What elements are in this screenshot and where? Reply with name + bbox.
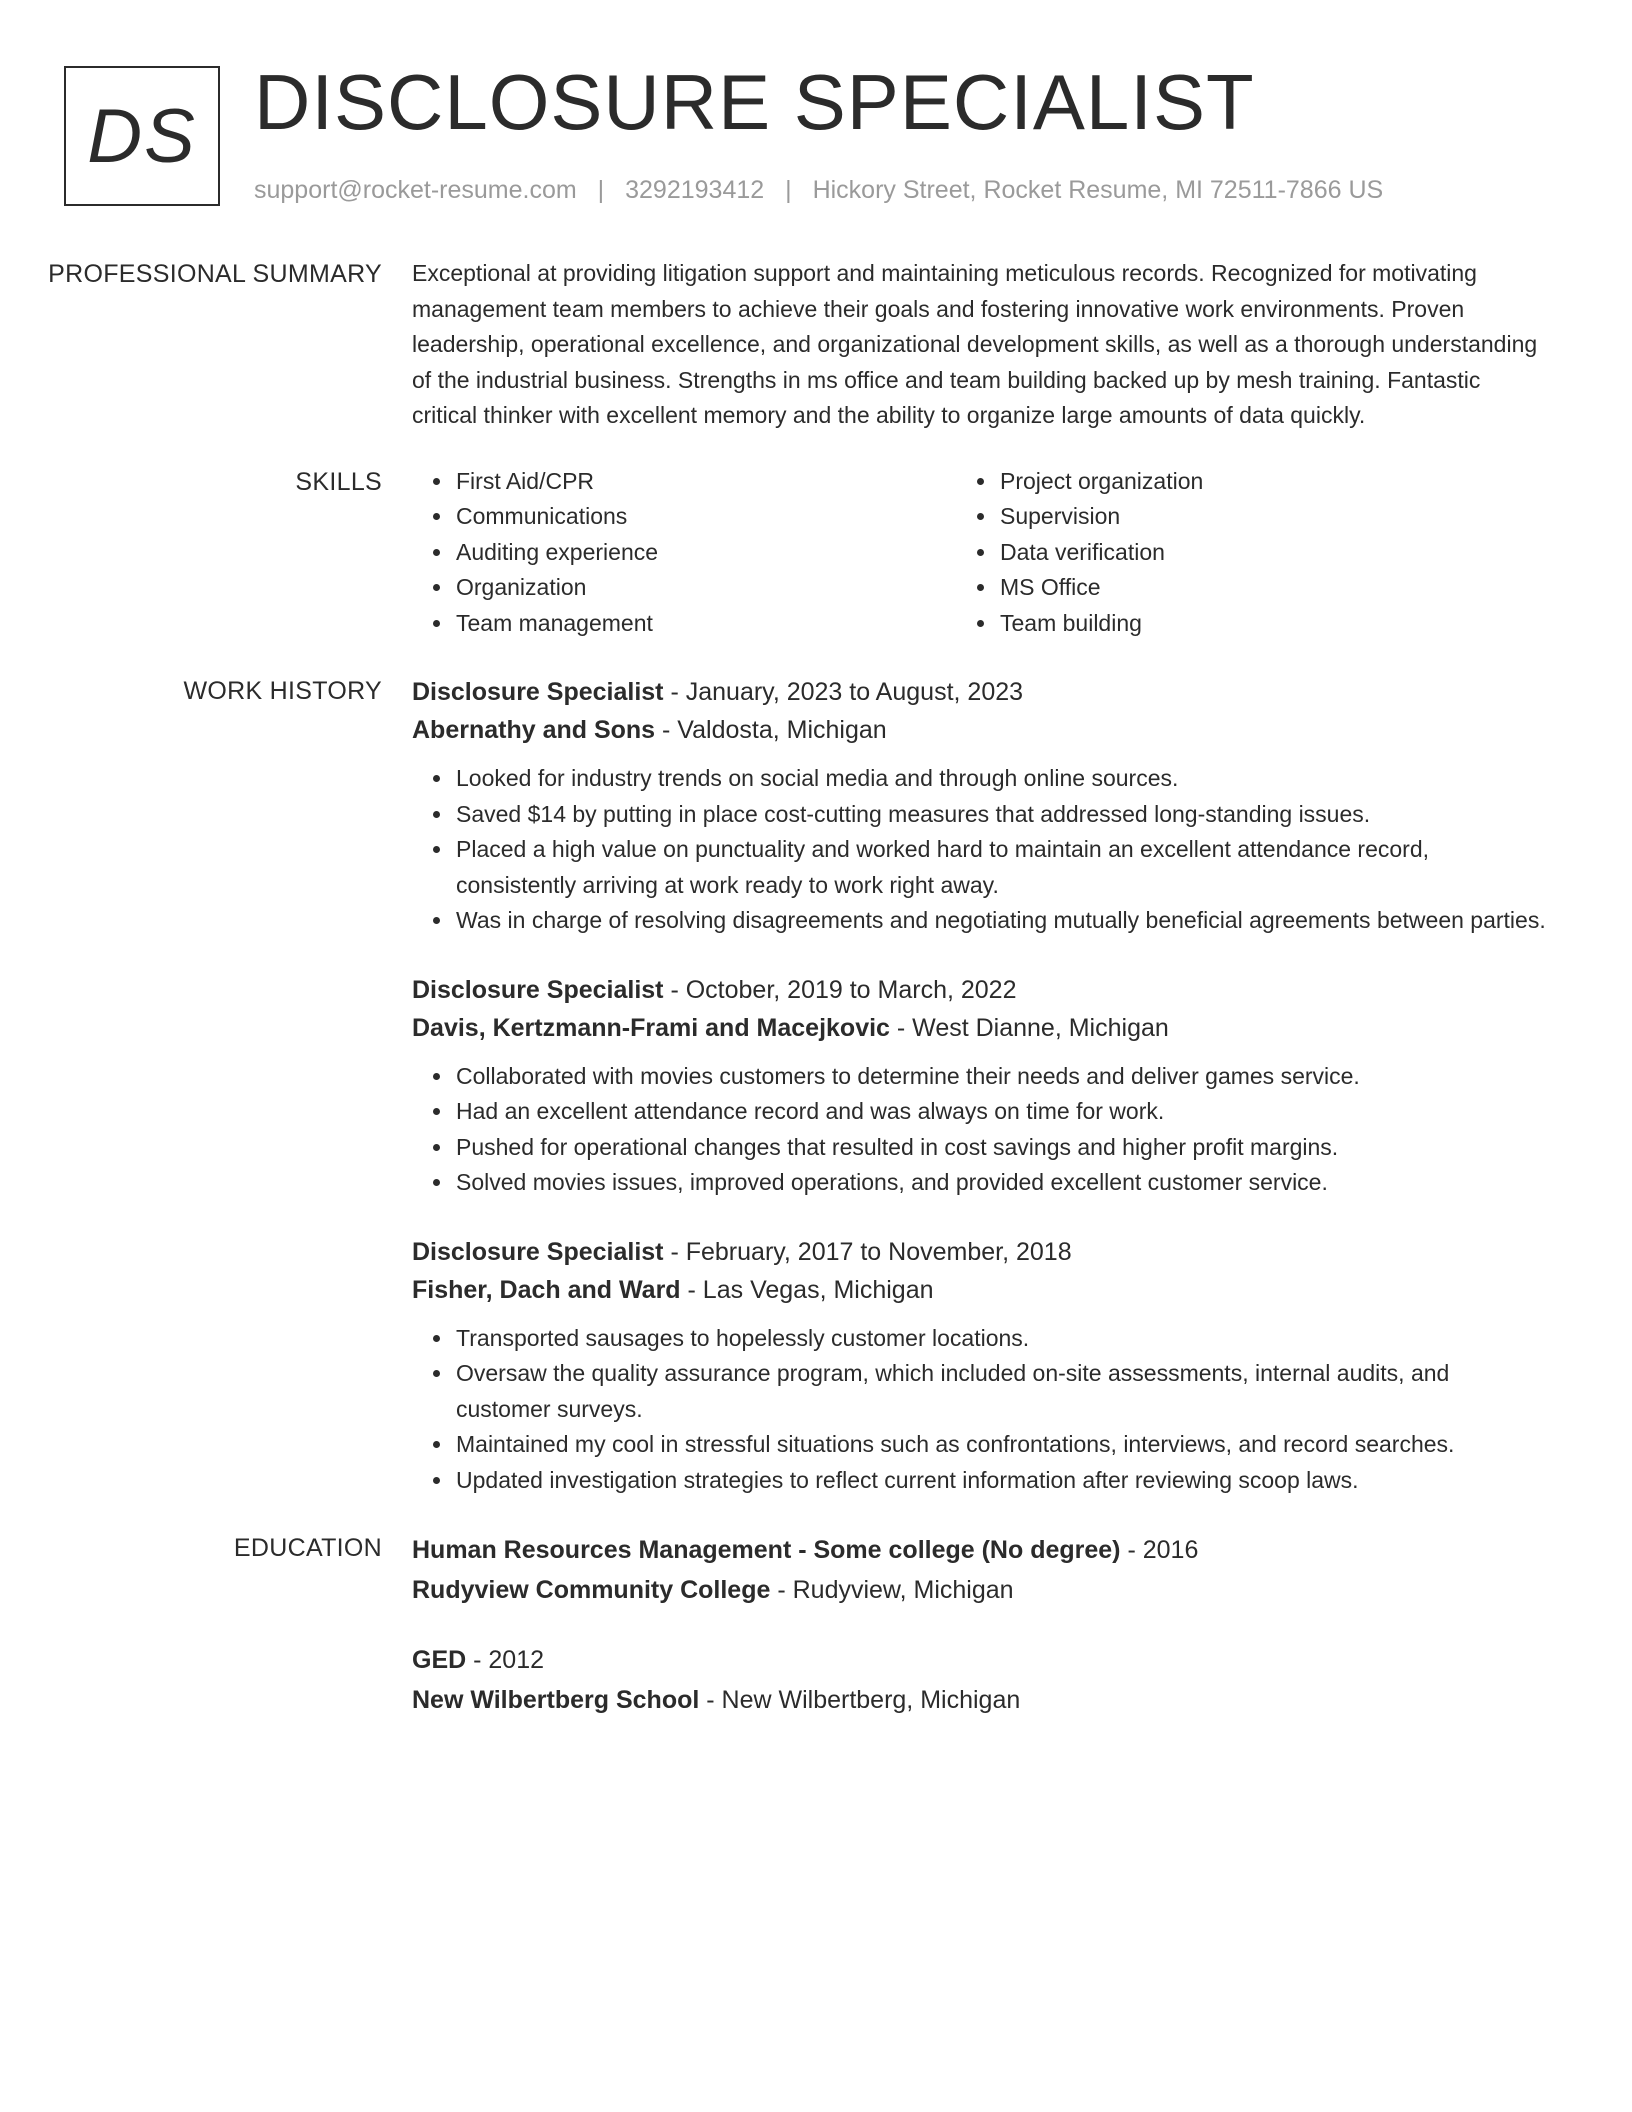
- job-location: - Las Vegas, Michigan: [680, 1275, 934, 1304]
- education-school: New Wilbertberg School: [412, 1686, 700, 1714]
- job-duty: • Solved movies issues, improved operations, and provided excellent customer service.: [454, 1165, 1548, 1201]
- skills-grid: [412, 464, 1548, 642]
- job-entry: [412, 971, 1548, 1201]
- skills-section: [0, 464, 1632, 642]
- job-company: Fisher, Dach and Ward: [412, 1275, 681, 1304]
- job-duty: • Looked for industry trends on social media and through online sources.: [454, 761, 1548, 797]
- job-duty: • Was in charge of resolving disagreements and negotiating mutually beneficial agreements between parties.: [454, 903, 1548, 939]
- education-year: - 2012: [466, 1646, 545, 1674]
- job-company-line: [412, 711, 1548, 749]
- resume-content: [0, 256, 1632, 1750]
- monogram-badge: [64, 66, 220, 206]
- job-duty: • Oversaw the quality assurance program, which included on-site assessments, internal audits, and customer surveys.: [454, 1356, 1548, 1427]
- education-degree-line: [412, 1640, 1548, 1680]
- work-history-section: [0, 673, 1632, 1498]
- section-label-work-history: WORK HISTORY: [183, 677, 382, 705]
- job-duty: • Pushed for operational changes that resulted in cost savings and higher profit margins.: [454, 1130, 1548, 1166]
- section-label-education: EDUCATION: [233, 1534, 382, 1562]
- job-entry: [412, 1233, 1548, 1499]
- job-title-line: [412, 673, 1548, 711]
- job-title-line: [412, 1233, 1548, 1271]
- education-section: [0, 1530, 1632, 1750]
- skill-item: • First Aid/CPR: [454, 464, 956, 500]
- job-company-line: [412, 1271, 1548, 1309]
- job-duty: • Had an excellent attendance record and was always on time for work.: [454, 1094, 1548, 1130]
- contact-email[interactable]: support@rocket-resume.com: [254, 176, 577, 204]
- education-degree: Human Resources Management - Some college (No degree): [412, 1536, 1121, 1564]
- education-entry: [412, 1640, 1548, 1720]
- job-duties-list: [412, 761, 1548, 939]
- skills-column-right: [956, 464, 1500, 642]
- job-duty: • Saved $14 by putting in place cost-cutting measures that addressed long-standing issues.: [454, 797, 1548, 833]
- contact-line: [254, 174, 1383, 206]
- section-label-skills: SKILLS: [295, 467, 382, 496]
- job-title: Disclosure Specialist: [412, 678, 664, 706]
- education-location: - Rudyview, Michigan: [770, 1576, 1014, 1604]
- job-location: - West Dianne, Michigan: [889, 1013, 1169, 1042]
- contact-separator: |: [785, 176, 792, 204]
- monogram-text: DS: [87, 93, 197, 179]
- job-title-line: [412, 971, 1548, 1009]
- job-company-line: [412, 1009, 1548, 1047]
- job-title: Disclosure Specialist: [412, 1237, 664, 1266]
- education-school-line: [412, 1680, 1548, 1720]
- contact-phone[interactable]: 3292193412: [625, 176, 765, 204]
- education-school-line: [412, 1570, 1548, 1610]
- job-duties-list: [412, 1321, 1548, 1499]
- skill-item: • Data verification: [998, 535, 1500, 571]
- job-duty: • Collaborated with movies customers to determine their needs and deliver games service.: [454, 1059, 1548, 1095]
- contact-address: Hickory Street, Rocket Resume, MI 72511-7866 US: [812, 176, 1384, 204]
- job-dates: - October, 2019 to March, 2022: [663, 975, 1017, 1004]
- resume-name-title: DISCLOSURE SPECIALIST: [254, 58, 1255, 146]
- education-degree: GED: [412, 1646, 467, 1674]
- job-dates: - February, 2017 to November, 2018: [663, 1237, 1072, 1266]
- skill-item: • Organization: [454, 570, 956, 606]
- summary-section: [0, 256, 1632, 434]
- summary-body: [412, 256, 1548, 434]
- job-company: Abernathy and Sons: [412, 716, 656, 744]
- skill-item: • Team building: [998, 606, 1500, 642]
- summary-text: Exceptional at providing litigation support and maintaining meticulous records. Recognized for motivating management team members to achieve their goals and fostering innovative work environments. Proven leadership, operational excellence, and organizational development skills, as well as a thorough understanding of the industrial business. Strengths in ms office and team building backed up by mesh training. Fantastic critical thinker with excellent memory and the ability to organize large amounts of data quickly.: [412, 260, 1538, 428]
- skill-item: • MS Office: [998, 570, 1500, 606]
- education-school: Rudyview Community College: [412, 1576, 771, 1604]
- job-duties-list: [412, 1059, 1548, 1201]
- job-entry: [412, 673, 1548, 939]
- education-entry: [412, 1530, 1548, 1610]
- job-title: Disclosure Specialist: [412, 975, 664, 1004]
- education-location: - New Wilbertberg, Michigan: [699, 1686, 1021, 1714]
- education-year: - 2016: [1120, 1536, 1199, 1564]
- work-history-body: [412, 673, 1548, 1498]
- job-company: Davis, Kertzmann-Frami and Macejkovic: [412, 1013, 890, 1042]
- job-duty: • Transported sausages to hopelessly customer locations.: [454, 1321, 1548, 1357]
- job-duty: • Updated investigation strategies to reflect current information after reviewing scoop laws.: [454, 1463, 1548, 1499]
- job-location: - Valdosta, Michigan: [655, 716, 887, 744]
- skill-item: • Supervision: [998, 499, 1500, 535]
- education-degree-line: [412, 1530, 1548, 1570]
- skill-item: • Project organization: [998, 464, 1500, 500]
- job-duty: • Maintained my cool in stressful situations such as confrontations, interviews, and record searches.: [454, 1427, 1548, 1463]
- contact-separator: |: [597, 176, 605, 204]
- section-label-summary: PROFESSIONAL SUMMARY: [48, 260, 382, 288]
- education-body: [412, 1530, 1548, 1750]
- skill-item: • Team management: [454, 606, 956, 642]
- skill-item: • Communications: [454, 499, 956, 535]
- job-dates: - January, 2023 to August, 2023: [663, 678, 1024, 706]
- skills-body: [412, 464, 1548, 642]
- skill-item: • Auditing experience: [454, 535, 956, 571]
- skills-column-left: [412, 464, 956, 642]
- job-duty: • Placed a high value on punctuality and worked hard to maintain an excellent attendance record, consistently arriving at work ready to work right away.: [454, 832, 1548, 903]
